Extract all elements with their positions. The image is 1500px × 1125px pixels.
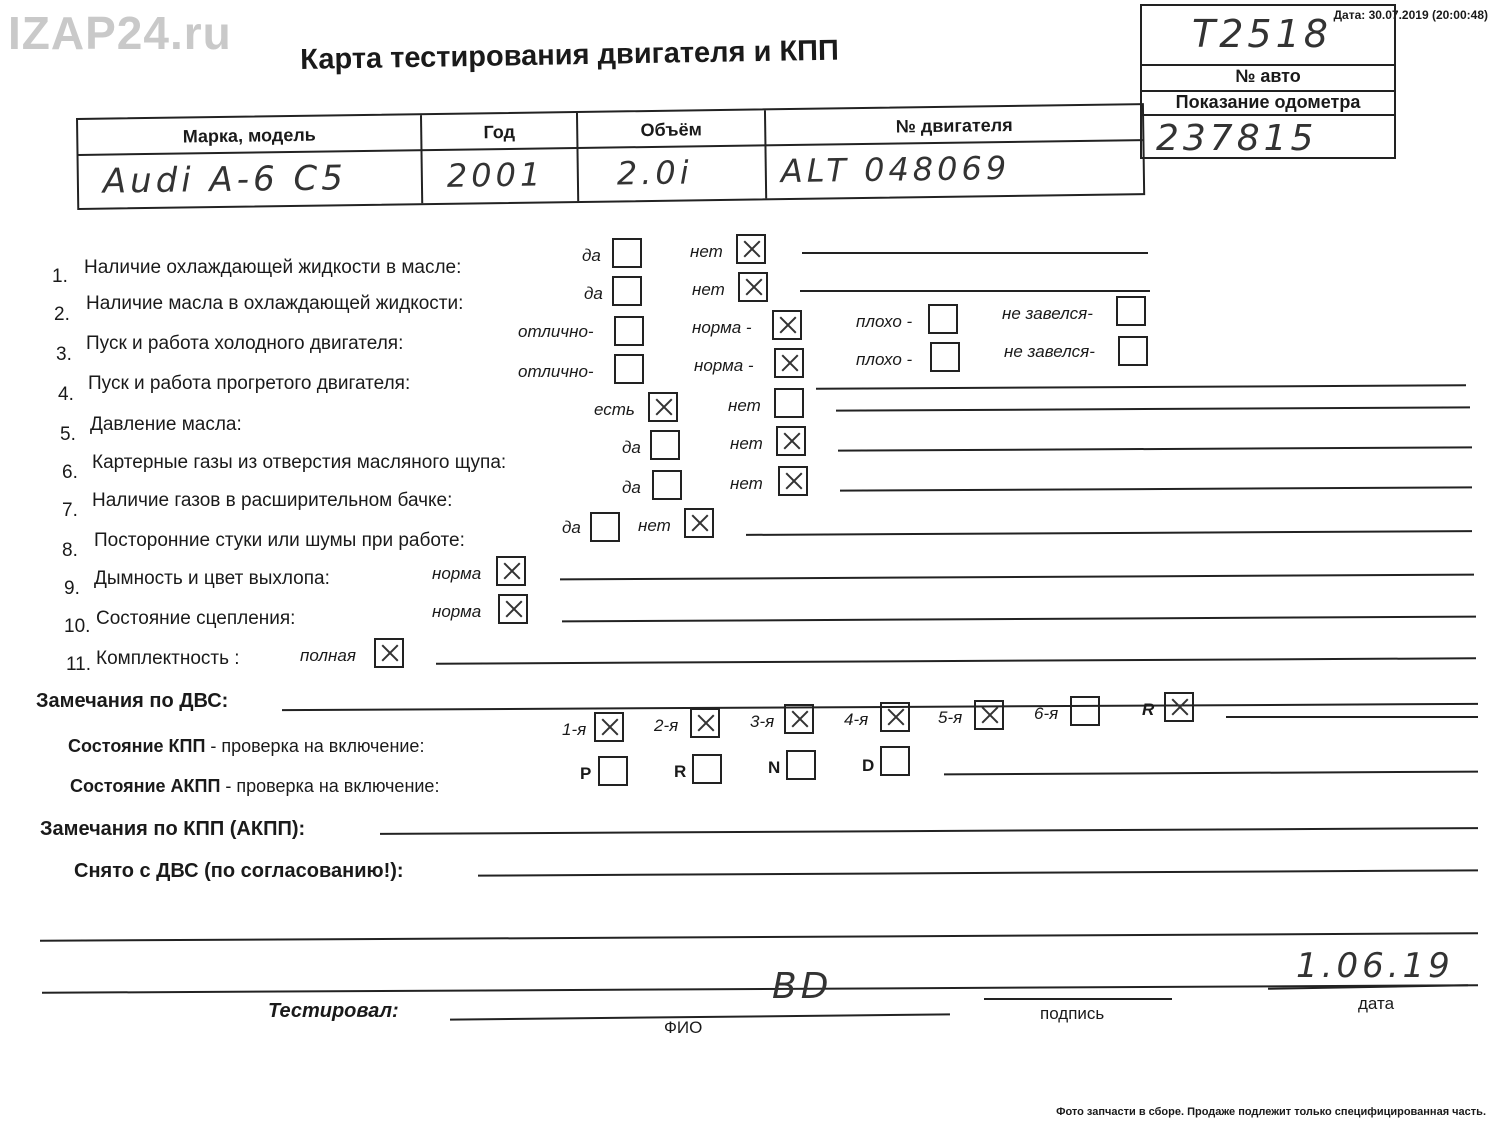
option-label: есть bbox=[594, 400, 635, 419]
gear-checkbox-checked[interactable] bbox=[594, 712, 624, 742]
checkbox-unchecked[interactable] bbox=[930, 342, 960, 372]
option-label: нет bbox=[728, 396, 761, 415]
option-label: нет bbox=[730, 474, 763, 493]
option-label: да bbox=[584, 284, 603, 303]
date-label: дата bbox=[1358, 994, 1395, 1013]
gear-label: 3-я bbox=[750, 712, 775, 731]
item-label: Давление масла: bbox=[90, 414, 242, 435]
checkbox-checked[interactable] bbox=[496, 556, 526, 586]
akpp-gear-label: N bbox=[768, 758, 781, 777]
checkbox-checked[interactable] bbox=[374, 638, 404, 668]
option-label: норма bbox=[432, 602, 482, 621]
item-number: 5. bbox=[60, 424, 76, 445]
item-label: Наличие газов в расширительном бачке: bbox=[92, 490, 453, 511]
gear-checkbox-checked[interactable] bbox=[1164, 692, 1194, 722]
checkbox-unchecked[interactable] bbox=[1116, 296, 1146, 326]
option-label: да bbox=[622, 438, 641, 457]
checkbox-unchecked[interactable] bbox=[652, 470, 682, 500]
item-number: 7. bbox=[62, 500, 78, 521]
option-label: да bbox=[582, 246, 601, 265]
item-number: 3. bbox=[56, 344, 72, 365]
car-number-label: № авто bbox=[1235, 66, 1301, 86]
checkbox-unchecked[interactable] bbox=[650, 430, 680, 460]
option-label: да bbox=[622, 478, 641, 497]
option-label: нет bbox=[638, 516, 671, 535]
option-label: не завелся- bbox=[1002, 304, 1093, 323]
gear-checkbox-checked[interactable] bbox=[974, 700, 1004, 730]
fio-label: ФИО bbox=[664, 1018, 703, 1037]
option-label: норма - bbox=[694, 356, 754, 375]
gear-checkbox-checked[interactable] bbox=[880, 702, 910, 732]
signature-label: подпись bbox=[1040, 1004, 1105, 1023]
option-label: нет bbox=[690, 242, 723, 261]
checkbox-checked[interactable] bbox=[684, 508, 714, 538]
option-label: нет bbox=[730, 434, 763, 453]
tested-label: Тестировал: bbox=[268, 1000, 399, 1022]
gear-checkbox-checked[interactable] bbox=[784, 704, 814, 734]
col-year-header: Год bbox=[483, 121, 516, 143]
item-label: Состояние сцепления: bbox=[96, 608, 296, 629]
item-label: Посторонние стуки или шумы при работе: bbox=[94, 530, 465, 551]
option-label: плохо - bbox=[856, 350, 913, 369]
akpp-checkbox-unchecked[interactable] bbox=[786, 750, 816, 780]
removed-line-2[interactable] bbox=[40, 932, 1478, 942]
item-number: 4. bbox=[58, 384, 74, 405]
date-stamp: Дата: 30.07.2019 (20:00:48) bbox=[1333, 8, 1488, 22]
gear-label: R bbox=[1142, 700, 1155, 719]
checkbox-unchecked[interactable] bbox=[590, 512, 620, 542]
page-title: Карта тестирования двигателя и КПП bbox=[300, 34, 840, 76]
item-label: Дымность и цвет выхлопа: bbox=[94, 568, 330, 589]
checkbox-checked[interactable] bbox=[778, 466, 808, 496]
item-number: 1. bbox=[52, 266, 68, 287]
checkbox-unchecked[interactable] bbox=[612, 276, 642, 306]
tester-signature-value: BD bbox=[772, 966, 833, 1007]
removed-line-3[interactable] bbox=[42, 984, 1478, 994]
vehicle-info-table bbox=[76, 103, 1145, 210]
item-number: 2. bbox=[54, 304, 70, 325]
model-value: Audi A-6 C5 bbox=[102, 158, 348, 202]
akpp-gear-label: R bbox=[674, 762, 687, 781]
option-label: отлично- bbox=[518, 362, 594, 381]
checkbox-checked[interactable] bbox=[498, 594, 528, 624]
akpp-checkbox-unchecked[interactable] bbox=[880, 746, 910, 776]
kpp-label-bold: Состояние КПП bbox=[68, 736, 206, 756]
checkbox-checked[interactable] bbox=[738, 272, 768, 302]
gear-label: 2-я bbox=[654, 716, 679, 735]
checkbox-unchecked[interactable] bbox=[928, 304, 958, 334]
volume-value: 2.0i bbox=[616, 153, 693, 193]
car-number-box bbox=[1140, 4, 1396, 159]
akpp-label bbox=[70, 776, 439, 797]
checkbox-unchecked[interactable] bbox=[612, 238, 642, 268]
removed-line[interactable] bbox=[478, 869, 1478, 876]
engine-number-value: ALT 048069 bbox=[780, 148, 1011, 191]
watermark-logo: IZAP24.ru bbox=[8, 7, 232, 59]
option-label: норма bbox=[432, 564, 482, 583]
option-label: норма - bbox=[692, 318, 752, 337]
item-label: Наличие масла в охлаждающей жидкости: bbox=[86, 293, 464, 314]
odometer-value: 237815 bbox=[1156, 118, 1318, 159]
item-label: Комплектность : bbox=[96, 648, 240, 669]
checkbox-checked[interactable] bbox=[772, 310, 802, 340]
col-volume-header: Объём bbox=[640, 119, 703, 141]
option-label: не завелся- bbox=[1004, 342, 1095, 361]
checkbox-checked[interactable] bbox=[776, 426, 806, 456]
year-value: 2001 bbox=[446, 155, 545, 195]
option-label: нет bbox=[692, 280, 725, 299]
gear-label: 4-я bbox=[844, 710, 869, 729]
akpp-gear-label: D bbox=[862, 756, 875, 775]
checkbox-checked[interactable] bbox=[648, 392, 678, 422]
kpp-label-rest: - проверка на включение: bbox=[205, 736, 425, 756]
akpp-label-rest: - проверка на включение: bbox=[220, 776, 440, 796]
akpp-checkbox-unchecked[interactable] bbox=[692, 754, 722, 784]
item-label: Пуск и работа прогретого двигателя: bbox=[88, 373, 411, 394]
akpp-checkbox-unchecked[interactable] bbox=[598, 756, 628, 786]
item-label: Наличие охлаждающей жидкости в масле: bbox=[84, 257, 462, 278]
kpp-remarks-line[interactable] bbox=[380, 827, 1478, 835]
option-label: полная bbox=[300, 646, 356, 665]
item-label: Картерные газы из отверстия масляного щупа: bbox=[92, 452, 507, 473]
removed-label: Снято с ДВС (по согласованию!): bbox=[74, 860, 404, 882]
kpp-remarks-label: Замечания по КПП (АКПП): bbox=[40, 818, 306, 840]
item-number: 9. bbox=[64, 578, 80, 599]
akpp-label-bold: Состояние АКПП bbox=[70, 776, 221, 796]
akpp-gear-label: P bbox=[580, 764, 592, 783]
item-number: 6. bbox=[62, 462, 78, 483]
col-model-header: Марка, модель bbox=[182, 124, 316, 147]
item-number: 11. bbox=[66, 654, 92, 675]
col-engine-number-header: № двигателя bbox=[895, 114, 1013, 137]
gear-checkbox-checked[interactable] bbox=[690, 708, 720, 738]
item-label: Пуск и работа холодного двигателя: bbox=[86, 333, 404, 354]
kpp-label bbox=[68, 736, 424, 757]
footer-note: Фото запчасти в сборе. Продаже подлежит только специфицированная часть. bbox=[1056, 1106, 1486, 1118]
signature-line[interactable] bbox=[984, 998, 1172, 1000]
gear-label: 5-я bbox=[938, 708, 963, 727]
checkbox-unchecked[interactable] bbox=[614, 316, 644, 346]
engine-remarks-label: Замечания по ДВС: bbox=[36, 690, 229, 712]
car-number-value: T2518 bbox=[1192, 12, 1332, 56]
odometer-label: Показание одометра bbox=[1175, 92, 1361, 112]
option-label: плохо - bbox=[856, 312, 913, 331]
checkbox-unchecked[interactable] bbox=[1118, 336, 1148, 366]
checkbox-checked[interactable] bbox=[774, 348, 804, 378]
checkbox-unchecked[interactable] bbox=[614, 354, 644, 384]
gear-label: 6-я bbox=[1034, 704, 1059, 723]
option-label: да bbox=[562, 518, 581, 537]
checkbox-unchecked[interactable] bbox=[774, 388, 804, 418]
item-number: 8. bbox=[62, 540, 78, 561]
item-number: 10. bbox=[64, 616, 91, 637]
gear-label: 1-я bbox=[562, 720, 587, 739]
gear-checkbox-unchecked[interactable] bbox=[1070, 696, 1100, 726]
option-label: отлично- bbox=[518, 322, 594, 341]
date-value: 1.06.19 bbox=[1296, 946, 1454, 986]
checkbox-checked[interactable] bbox=[736, 234, 766, 264]
